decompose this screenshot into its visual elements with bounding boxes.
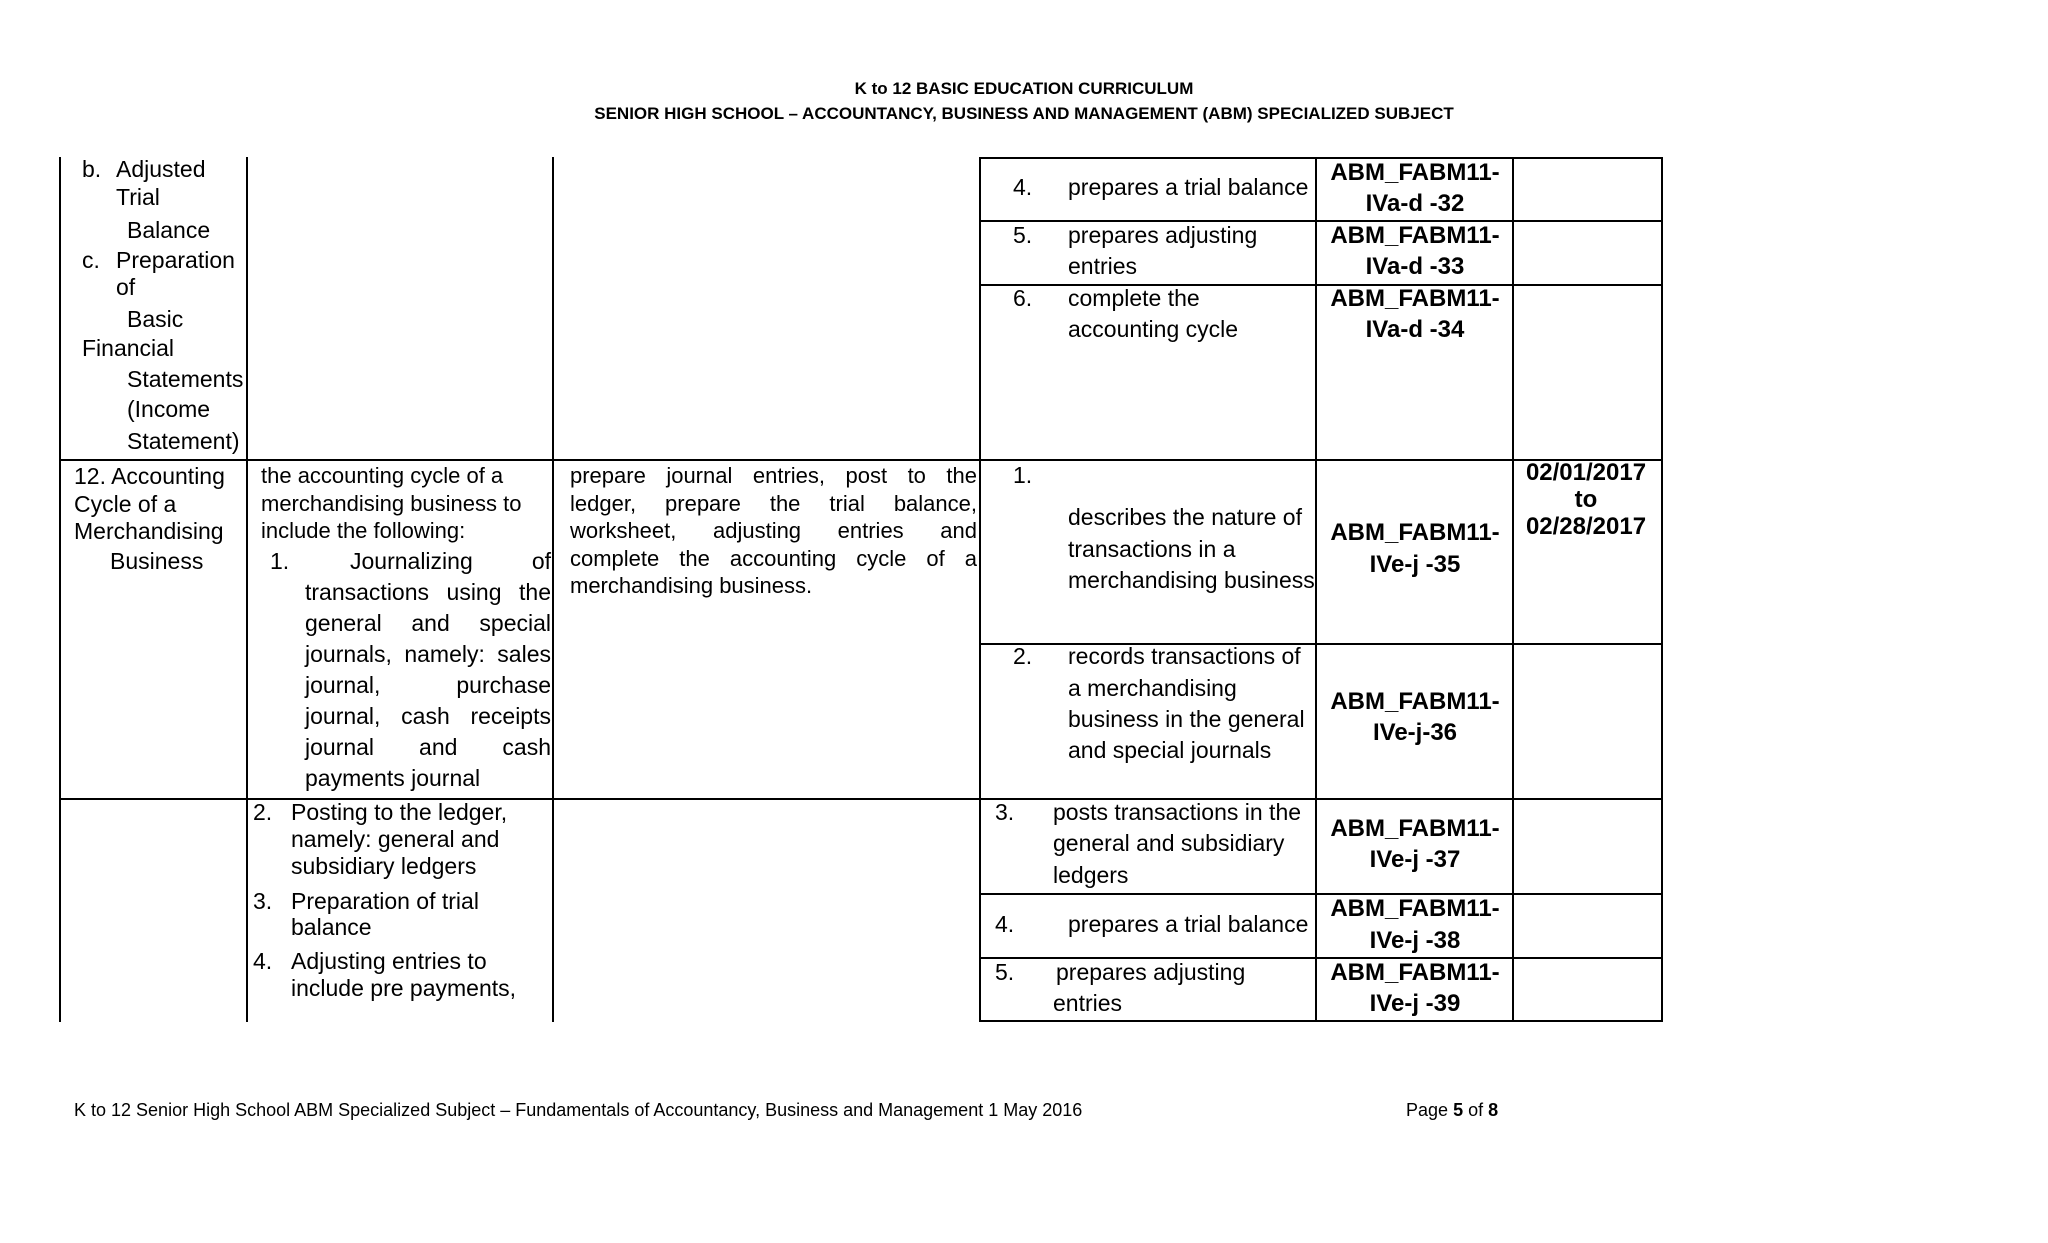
competency-text: complete the [1068, 285, 1200, 311]
content-b-line1: Adjusted [116, 156, 206, 182]
page-number [1406, 1100, 1498, 1121]
content-12-line2: Cycle of a [74, 491, 177, 517]
page-current: 5 [1453, 1100, 1464, 1120]
content-item-text: namely: general and [291, 826, 500, 852]
content-b-marker: b. [82, 156, 102, 182]
competency-num: 5. [1013, 222, 1033, 248]
competency-text: ledgers [1053, 862, 1129, 888]
content-item-text: Preparation of trial [291, 888, 479, 914]
competency-text: transactions in a [1068, 536, 1236, 562]
competency-code: ABM_FABM11- [1330, 159, 1500, 186]
content-c-line7: Statement) [127, 428, 240, 454]
content-item-text: Posting to the ledger, [291, 799, 508, 825]
competency-text: prepares a trial balance [1068, 174, 1309, 200]
content-item-text: subsidiary ledgers [291, 853, 477, 879]
curriculum-subtitle: SENIOR HIGH SCHOOL – ACCOUNTANCY, BUSINESS AND MANAGEMENT (ABM) SPECIALIZED SUBJECT [594, 104, 1454, 123]
content-standard: the accounting cycle of a merchandising business to include the following: [261, 463, 522, 543]
content-b-line2: Trial [116, 184, 160, 210]
competency-text: entries [1068, 253, 1138, 279]
competency-code: ABM_FABM11- [1330, 285, 1500, 312]
content-12-line1: 12. Accounting [74, 463, 225, 489]
competency-num: 4. [1013, 174, 1033, 200]
competency-text: merchandising business [1068, 567, 1315, 593]
competency-code: ABM_FABM11- [1330, 895, 1500, 922]
curriculum-title: K to 12 BASIC EDUCATION CURRICULUM [854, 79, 1194, 98]
page-label: Page [1406, 1100, 1449, 1120]
competency-text: prepares adjusting [1056, 959, 1246, 985]
page-of: of [1468, 1100, 1484, 1120]
competency-text: prepares adjusting [1068, 222, 1258, 248]
journalizing-num: 1. [270, 548, 290, 574]
competency-text: accounting cycle [1068, 316, 1239, 342]
competency-code: IVe-j-36 [1372, 719, 1458, 746]
competency-text: general and subsidiary [1053, 830, 1285, 856]
competency-code: IVa-d -32 [1365, 190, 1465, 217]
competency-code: ABM_FABM11- [1330, 959, 1500, 986]
competency-code: IVa-d -33 [1365, 253, 1465, 280]
competency-num: 4. [995, 911, 1015, 937]
competency-code: IVe-j -37 [1369, 846, 1461, 873]
date-start: 02/01/2017 [1525, 459, 1647, 486]
content-c-line2: of [116, 274, 136, 300]
competency-num: 1. [1013, 462, 1033, 488]
competency-text: and special journals [1068, 737, 1272, 763]
competency-code: ABM_FABM11- [1330, 688, 1500, 715]
content-12-line4: Business [110, 548, 204, 574]
competency-text: entries [1053, 990, 1123, 1016]
content-item-text: include pre payments, [291, 975, 517, 1001]
content-item-num: 4. [253, 948, 273, 974]
content-c-line5: Statements [127, 366, 244, 392]
content-item-text: balance [291, 914, 372, 940]
content-c-line4: Financial [82, 335, 175, 361]
competency-num: 5. [995, 959, 1015, 985]
content-item-num: 3. [253, 888, 273, 914]
content-c-marker: c. [82, 247, 100, 273]
competency-text: prepares a trial balance [1068, 911, 1309, 937]
competency-code: IVe-j -35 [1369, 551, 1461, 578]
content-c-line6: (Income [127, 396, 211, 422]
content-b-line3: Balance [127, 217, 211, 243]
competency-code: ABM_FABM11- [1330, 222, 1500, 249]
date-to: to [1574, 486, 1598, 513]
content-item-text: Adjusting entries to [291, 948, 487, 974]
competency-code: IVe-j -39 [1369, 990, 1461, 1017]
content-item-num: 2. [253, 799, 273, 825]
competency-num: 3. [995, 799, 1015, 825]
journalizing-text: Journalizing of transactions using the general and special journals, namely: sales journal, purchase journal, cash receipts journal and cash payments journal [305, 548, 551, 791]
content-12-line3: Merchandising [74, 518, 224, 544]
competency-code: IVe-j -38 [1369, 927, 1461, 954]
content-c-line3: Basic [127, 306, 184, 332]
competency-text: business in the general [1068, 706, 1305, 732]
competency-num: 6. [1013, 285, 1033, 311]
date-end: 02/28/2017 [1525, 513, 1647, 540]
competency-text: describes the nature of [1068, 504, 1302, 530]
competency-code: ABM_FABM11- [1330, 519, 1500, 546]
competency-text: posts transactions in the [1053, 799, 1302, 825]
competency-num: 2. [1013, 643, 1033, 669]
performance-standard: prepare journal entries, post to the ledger, prepare the trial balance, worksheet, adjusting entries and complete the accounting cycle of a merchandising business. [570, 463, 977, 598]
competency-code: IVa-d -34 [1365, 316, 1465, 343]
competency-text: a merchandising [1068, 675, 1237, 701]
footer-text: K to 12 Senior High School ABM Specialized Subject – Fundamentals of Accountancy, Business and Management 1 May 2016 [74, 1100, 1083, 1120]
competency-code: ABM_FABM11- [1330, 815, 1500, 842]
competency-text: records transactions of [1068, 643, 1301, 669]
content-c-line1: Preparation [116, 247, 235, 273]
page-total: 8 [1488, 1100, 1499, 1120]
